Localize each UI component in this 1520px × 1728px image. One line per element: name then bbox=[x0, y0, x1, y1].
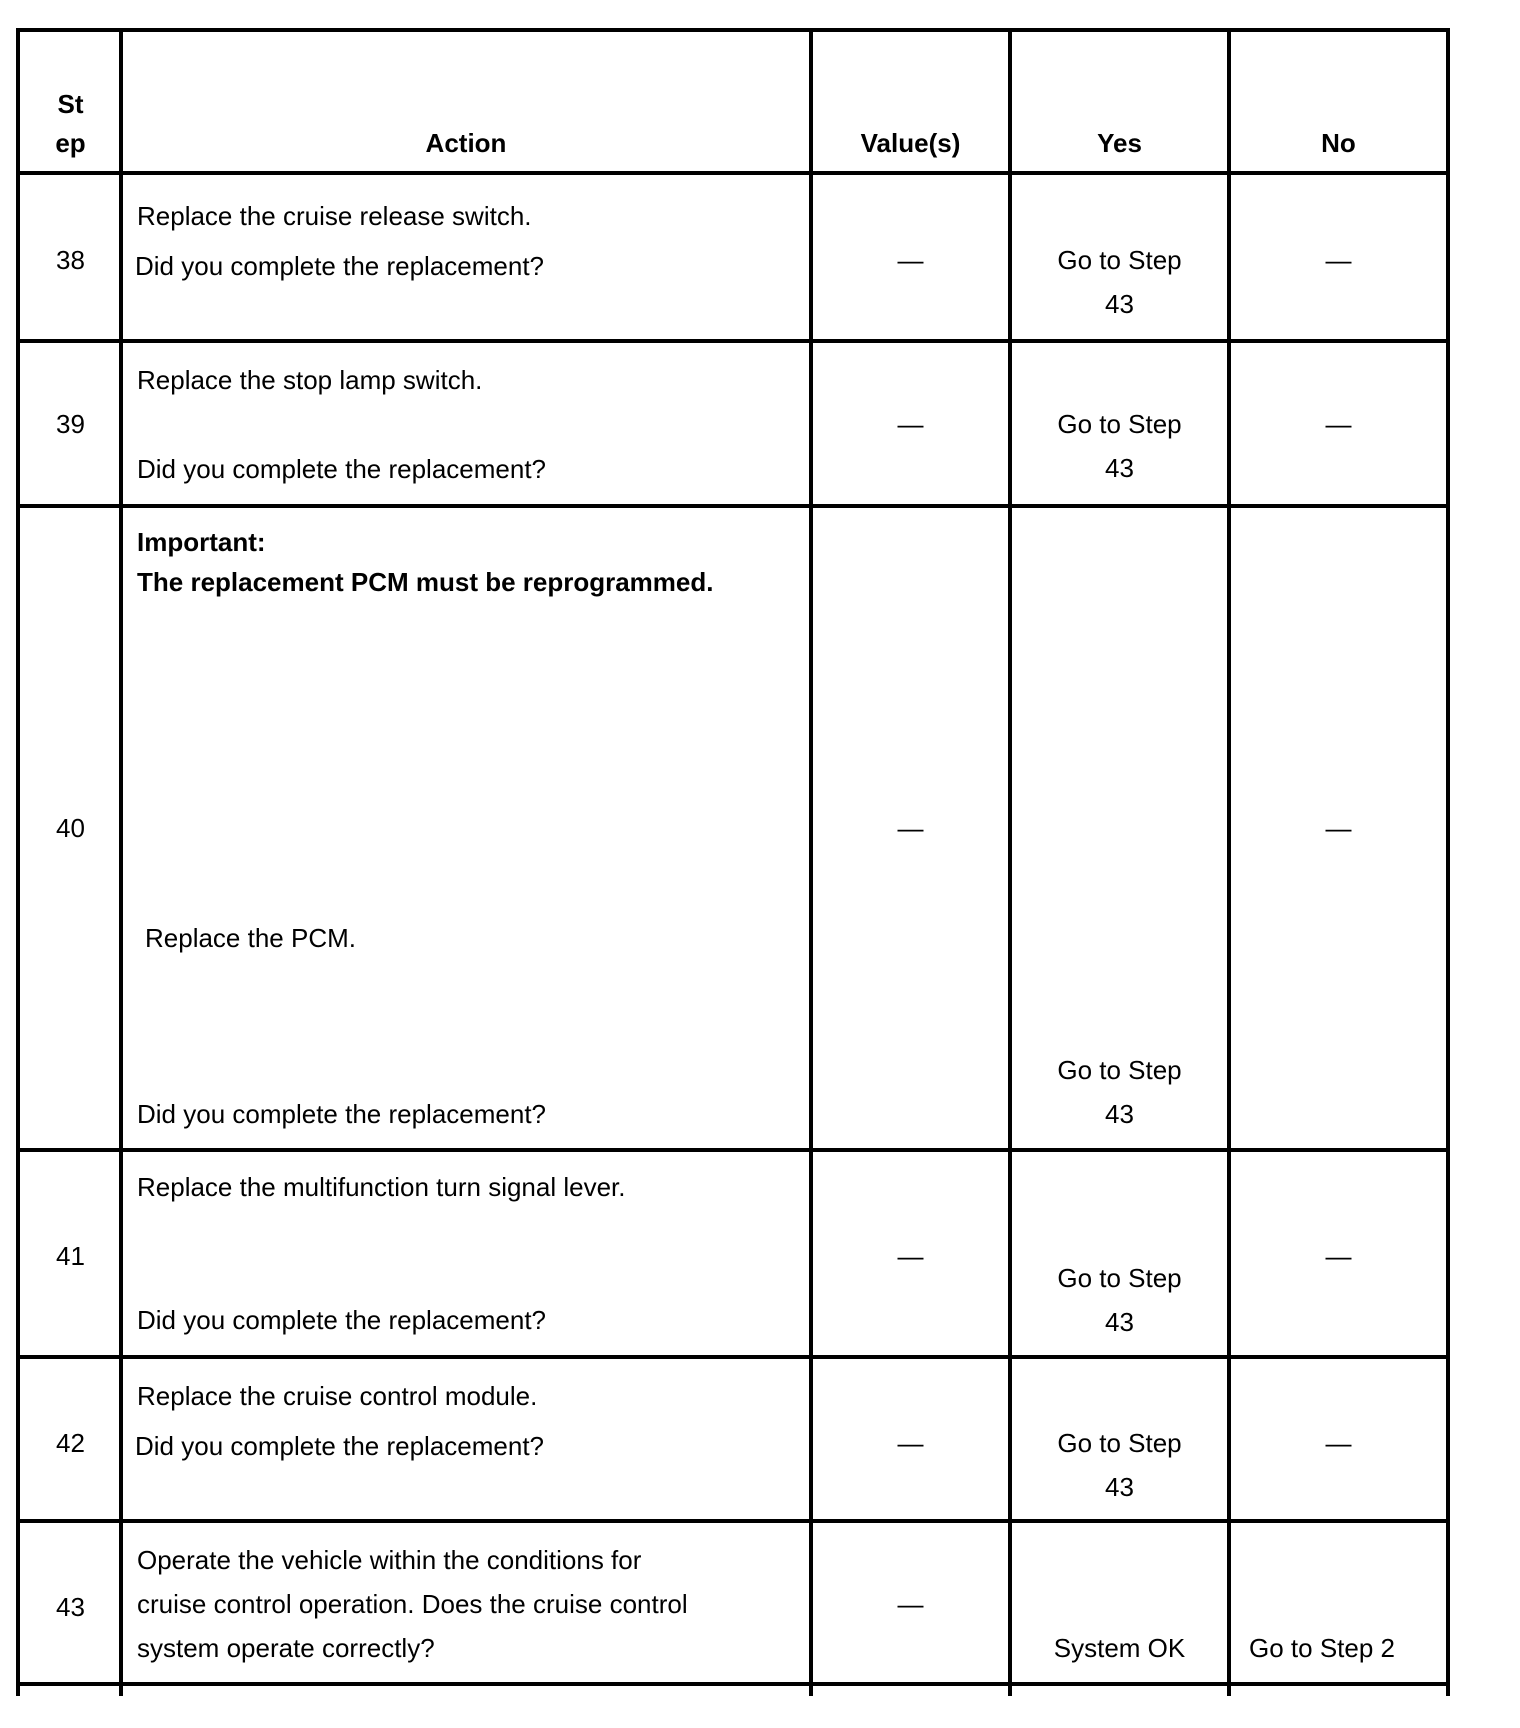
action-question: system operate correctly? bbox=[137, 1633, 435, 1663]
yes-cell-line1: Go to Step bbox=[1057, 409, 1182, 439]
table-border-top bbox=[16, 28, 1450, 32]
action-text: cruise control operation. Does the cruise control bbox=[137, 1589, 688, 1619]
no-cell: Go to Step 2 bbox=[1249, 1633, 1395, 1663]
action-question: Did you complete the replacement? bbox=[137, 1099, 547, 1129]
step-number: 40 bbox=[56, 813, 85, 843]
step-number: 43 bbox=[56, 1592, 85, 1622]
no-cell: — bbox=[1325, 1428, 1352, 1458]
value-cell: — bbox=[897, 1589, 924, 1619]
row-divider bbox=[16, 504, 1450, 508]
action-question: Did you complete the replacement? bbox=[137, 454, 547, 484]
yes-cell-line1: Go to Step bbox=[1057, 1428, 1182, 1458]
header-no: No bbox=[1321, 128, 1356, 158]
action-question: Did you complete the replacement? bbox=[135, 251, 545, 281]
header-action: Action bbox=[425, 128, 507, 158]
step-number: 38 bbox=[56, 245, 85, 275]
value-cell: — bbox=[897, 1241, 924, 1271]
yes-cell-line1: Go to Step bbox=[1057, 245, 1182, 275]
value-cell: — bbox=[897, 813, 924, 843]
action-text: Replace the PCM. bbox=[145, 923, 356, 953]
value-cell: — bbox=[897, 1428, 924, 1458]
value-cell: — bbox=[897, 245, 924, 275]
action-text: Operate the vehicle within the conditions for bbox=[137, 1545, 642, 1575]
action-text: Replace the multifunction turn signal lever. bbox=[137, 1172, 626, 1202]
no-cell: — bbox=[1325, 409, 1352, 439]
yes-cell: System OK bbox=[1053, 1633, 1186, 1663]
yes-cell-line2: 43 bbox=[1105, 1307, 1134, 1337]
action-text: Replace the cruise release switch. bbox=[137, 201, 532, 231]
row-divider bbox=[16, 339, 1450, 343]
step-number: 41 bbox=[56, 1241, 85, 1271]
row-divider bbox=[16, 1519, 1450, 1523]
value-cell: — bbox=[897, 409, 924, 439]
header-divider bbox=[16, 171, 1450, 175]
yes-cell-line2: 43 bbox=[1105, 289, 1134, 319]
no-cell: — bbox=[1325, 1241, 1352, 1271]
yes-cell-line2: 43 bbox=[1105, 1099, 1134, 1129]
header-step-line2: ep bbox=[55, 128, 86, 158]
yes-cell-line1: Go to Step bbox=[1057, 1263, 1182, 1293]
table-border-right bbox=[1446, 28, 1450, 1696]
row-divider bbox=[16, 1355, 1450, 1359]
no-cell: — bbox=[1325, 245, 1352, 275]
action-question: Did you complete the replacement? bbox=[137, 1305, 547, 1335]
step-number: 39 bbox=[56, 409, 85, 439]
yes-cell-line1: Go to Step bbox=[1057, 1055, 1182, 1085]
yes-cell-line2: 43 bbox=[1105, 1472, 1134, 1502]
step-number: 42 bbox=[56, 1428, 85, 1458]
action-question: Did you complete the replacement? bbox=[135, 1431, 545, 1461]
header-values: Value(s) bbox=[860, 128, 961, 158]
no-cell: — bbox=[1325, 813, 1352, 843]
yes-cell-line2: 43 bbox=[1105, 453, 1134, 483]
table-border-left bbox=[16, 28, 20, 1696]
action-text: Replace the stop lamp switch. bbox=[137, 365, 483, 395]
row-divider bbox=[16, 1148, 1450, 1152]
header-yes: Yes bbox=[1097, 128, 1142, 158]
column-divider-step bbox=[119, 28, 123, 1696]
header-step-line1: St bbox=[57, 89, 84, 119]
important-text: The replacement PCM must be reprogrammed. bbox=[137, 567, 714, 597]
important-label: Important: bbox=[137, 527, 266, 557]
table-border-bottom bbox=[16, 1682, 1450, 1686]
action-text: Replace the cruise control module. bbox=[137, 1381, 538, 1411]
